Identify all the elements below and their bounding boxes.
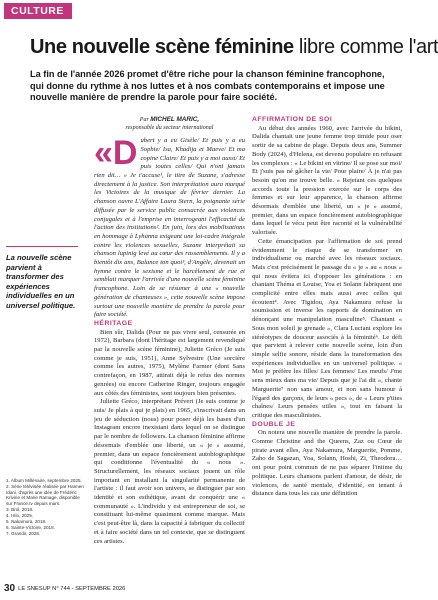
publication-info: LE SNESUP N° 744 - SEPTEMBRE 2026 (18, 586, 126, 592)
page-number: 30 (4, 583, 16, 594)
pull-quote: La nouvelle scène parvient à transformer des expériences individuelles en un universel politique. (6, 246, 78, 311)
byline-author: MICHEL MARIC, (150, 116, 200, 123)
article-lead: La fin de l'année 2026 promet d'être riche pour la chanson féminine francophone, qui donne du rythme à nos luttes et à nos combats contemporains et impose une nouvelle manière de prendre la parole pour faire société. (30, 69, 385, 103)
footnote: 2. Série télévisée réalisée par Haïmen Idani, d'après une idée de Frédéric Krivine et Marie Ramage, disponible sur France.tv depuis mars. (6, 483, 84, 506)
body-paragraph: Cette émancipation par l'affirmation de soi prend évidemment le risque de se transformer en individualisme ou marché avec les réseaux sociaux. Mais c'est précisément le passage du « je » au « nous » qui nous évitera ici d'opposer les générations : en chantant Théma et Louise, Yoa et Solann fabriquent une complicité entre elles mais aussi avec celles qui écoutent⁴. Avec Tigidou, Aya Nakamura refuse la soumission et inverse les rapports de domination en dénonçant une manipulation masculine⁵. Chantant « Sous mon soleil je grenade », Clara Luciani explore les stéréotypes de douceur associés à la féminité⁶. Le défi que parvient à relever cette nouvelle scène, loin d'un simple selfie sonore, réside dans la transformation des expériences individuelles en un universel politique. « Moi je préfère les filles/ Les femmes/ Les meufs/ J'me sens mieux dans ma vie/ Depuis que je l'ai dit », chante Marguerite⁷ non sans amour, et non sans humour à l'égard des garçons, de leurs « pecs », de « Leurs p'tites chaînes/ Leurs pensées utiles », tout en faisant la critique des masculinistes. (252, 237, 402, 419)
title-light: libre comme l'art (298, 36, 438, 58)
footnotes (6, 478, 84, 537)
article-column-middle (94, 116, 245, 560)
body-paragraph: Juliette Gréco, interprétant Prévert (Je suis comme je suis/ Je plais à qui je plais) en 1965, s'inscrivait dans un jeu de séduction (nous) pour poser déjà les bases d'un Instagram encore inexistant dans lequel on se distingue par le nombre de followers. La chanson féminine affirme désormais d'emblée une liberté, un « je » assumé, premier, dans un espace foncièrement autobiographique qui conditionne l'éventualité du « nous ». Structurellement, les réseaux sociaux jouent un rôle important en installant la singularité permanente de l'artiste : il faut avoir son univers, se distinguer par son identité et son esthétique, avant de conquérir une « communauté ». L'individu y est entrepreneur de soi, se constituant lui-même quasiment comme marque. Mais c'est peut-être là, dans la capacité à fabriquer du collectif et à faire société dans un tel contexte, que se distinguent ces artistes. (94, 398, 245, 545)
footnote: 3. Brol, 2018. (6, 506, 34, 512)
byline-role: responsable du secteur international (125, 124, 214, 131)
body-paragraph: On notera une nouvelle manière de prendre la parole. Comme Christine and the Queens, Zaz ou Cœur de pirate avant elles, Aya Nakamura, Marguerite, Pomme, Zaho de Sagazan, Yoa, Solann, Hoshi, Zi, Theodora… ont pour point commun de ne pas séparer l'intime du politique. Leurs chansons parlent d'amour, de désir, de violences, de santé mentale, d'identité, en tenant à distance dans tous les cas une définition (252, 429, 402, 498)
byline (94, 116, 245, 132)
article-column-right (252, 116, 402, 560)
section-tag: CULTURE (4, 3, 72, 19)
body-paragraph: Au début des années 1960, avec l'arrivée du bikini, Dalida chantait une jeune femme trop timide pour oser sortir de sa cabine de plage. Depuis deux ans, Summer Body (2024), d'Helena, est devenu populaire en refusant les complexes : « Le bikini en vitrine/ Il se pose sur moi/ Et j'suis pas né gâcher la vie/ Pour plaire/ À je n'ai pas besoin qu'on me trouve belle. » Rejetant ces quelques accords toute la pression exercée sur le corps des femmes et sur leur apparence, la chanson affirme désormais d'emblée une liberté, un « je » assumé, premier, dans un espace foncièrement autobiographique dans lequel le vécu peut être raconté et la vulnérabilité valorisée. (252, 124, 402, 237)
footnote: 5. Nakamura, 2018. (6, 518, 47, 524)
section-heading-affirmation: AFFIRMATION DE SOI (252, 116, 333, 123)
title-bold: Une nouvelle scène féminine (30, 36, 294, 58)
section-heading-heritage: HÉRITAGE (94, 319, 133, 327)
intro-paragraph: «D ubert y a eu Gisèle/ Et puis y a eu Sophie/ Isa, Khadija et Maeve/ Et ma copine Claire/ Et puis y a moi aussi/ Et puis toutes celles/ Qui n'ont jamais rien dit… » Je t'accuse¹, le titre de Suzane, s'adresse directement à la justice. Son interprétation aura marqué les Victoires de la musique de février dernier. La chanson ouvre L'Affaire Laura Stern, la poignante série diffusée par le service public consacrée aux violences conjugales et à l'emprise en interrogeant l'efficacité de l'action des institutions². En juin, lors des mobilisations en hommage à Lyhanna exigeant une loi-cadre intégrale contre les violences sexuelles, Suzane interprétait sa chanson lupinig levé au cœur des rassemblements. Il y a bientôt dix ans, Balance ton quoi³, d'Angèle, devenait un hymne contre le sexisme et le harcèlement de rue et semblait marquer l'arrivée d'une nouvelle scène féminine francophone. Loin de se résumer à une « nouvelle génération de chanteuses », cette nouvelle scène impose surtout une nouvelle manière de prendre la parole pour faire société. (94, 134, 245, 319)
footnote: 6. Sainte-Victoire, 2018. (6, 524, 55, 530)
section-heading-double: DOUBLE JE (252, 420, 296, 428)
footnote: 1. Album Millénaire, septembre 2025. (6, 478, 82, 483)
body-paragraph: Bien sûr, Dalida (Pour ne pas vivre seul, censurée en 1972), Barbara (dont l'héritage est largement revendiqué par la nouvelle scène féminine), Juliette Gréco (Je suis comme je suis, 1951), Anne Sylvestre (Une sorcière comme les autres, 1975), Mylène Farmer (dont Sans contrefaçon, en 1987, attirait déjà le refus des normes genrées) ou encore Catherine Ringer, toujours engagée aux côtés des féministes, sont toujours bien présentes. (94, 328, 245, 397)
byline-prefix: Par (139, 117, 149, 123)
page-footer (4, 583, 125, 594)
article-title (30, 36, 438, 59)
footnote: 4. Hilo, 2025. (6, 512, 34, 518)
drop-cap: «D (94, 134, 138, 173)
footnote: 7. Grandir, 2025. (6, 530, 41, 536)
